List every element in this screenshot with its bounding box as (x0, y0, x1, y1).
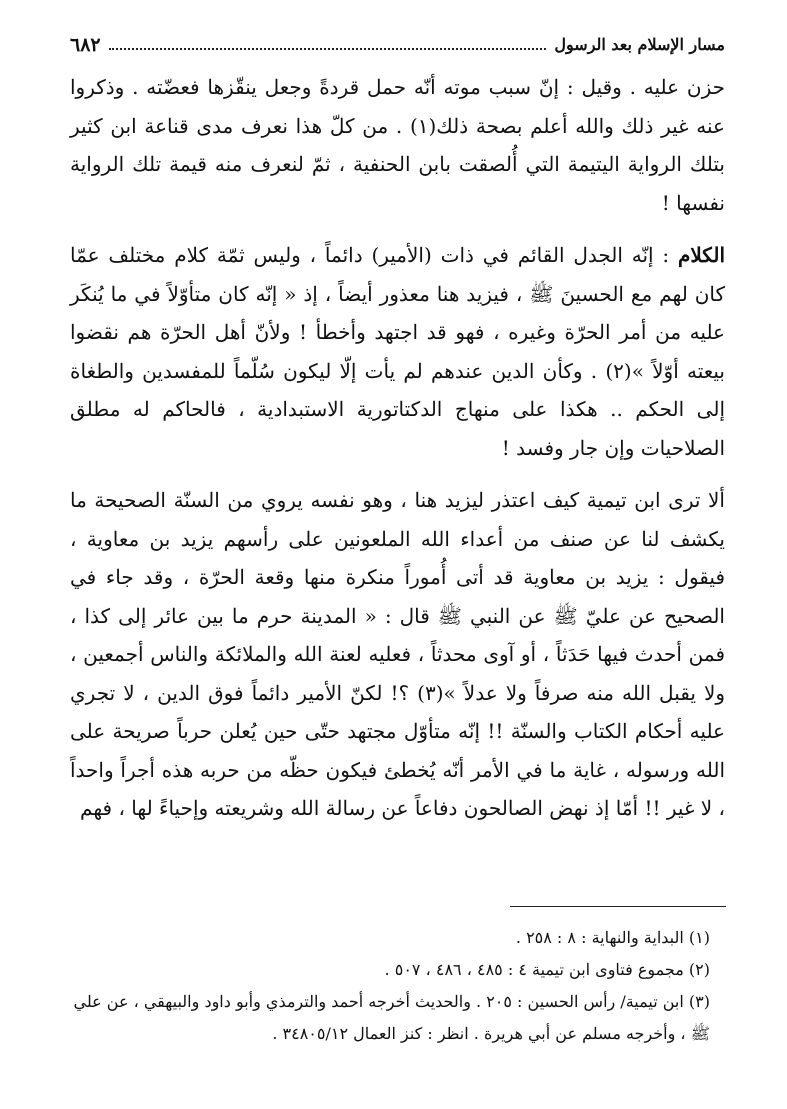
page-header (70, 30, 725, 56)
paragraph-text: ألا ترى ابن تيمية كيف اعتذر ليزيد هنا ، وهو نفسه يروي من السنّة الصحيحة ما يكشف لنا عن صنف من أعداء الله الملعونين على رأسهم يزيد بن معاوية ، فيقول : يزيد بن معاوية قد أتى أُموراً منكرة منها وقعة الحرّة ، وقد جاء في الصحيح عن عليّ ﷺ عن النبي ﷺ قال : « المدينة حرم ما بين عائر إلى كذا ، فمن أحدث فيها حَدَثاً ، أو آوى محدثاً ، فعليه لعنة الله والملائكة والناس أجمعين ، ولا يقبل الله منه صرفاً ولا عدلاً »(٣) ؟! لكنّ الأمير دائماً فوق الدين ، لا تجري عليه أحكام الكتاب والسنّة !! إنّه متأوّل مجتهد حتّى حين يُعلن حرباً صريحة على الله ورسوله ، غاية ما في الأمر أنّه يُخطئ فيكون حظّه من حربه هذه أجراً واحداً ، لا غير !! أمّا إذ نهض الصالحون دفاعاً عن رسالة الله وشريعته وإحياءً لها ، فهم (70, 488, 726, 820)
running-title: مسار الإسلام بعد الرسول (554, 35, 725, 54)
main-text (70, 68, 725, 828)
paragraph-text: حزن عليه . وقيل : إنّ سبب موته أنّه حمل قردةً وجعل ينقّزها فعضّته . وذكروا عنه غير ذلك والله أعلم بصحة ذلك(١) . من كلّ هذا نعرف مدى قناعة ابن كثير بتلك الرواية اليتيمة التي أُلصقت بابن الحنفية ، ثمّ لنعرف منه قيمة تلك الرواية نفسها ! (70, 75, 725, 215)
paragraph (70, 68, 725, 222)
paragraph-text: : إنّه الجدل القائم في ذات (الأمير) دائماً ، وليس ثمّة كلام مختلف عمّا كان لهم مع الحسينَ ﷺ ، فيزيد هنا معذور أيضاً ، إذ « إنّه كان متأوّلاً في ما يُنكَر عليه من أمر الحرّة وغيره ، فهو قد اجتهد وأخطأ ! ولأنّ أهل الحرّة هم نقضوا بيعته أوّلاً »(٢) . وكأن الدين عندهم لم يأت إلّا ليكون سُلّماً للمفسدين والطغاة إلى الحكم .. هكذا على منهاج الدكتاتورية الاستبدادية ، فالحاكم له مطلق الصلاحيات وإن جار وفسد ! (70, 243, 725, 460)
footnotes (70, 922, 710, 1050)
paragraph (70, 236, 725, 467)
footnote-separator (510, 906, 726, 907)
footnote-3: (٣) ابن تيمية/ رأس الحسين : ٢٠٥ . والحديث أخرجه أحمد والترمذي وأبو داود والبيهقي ، عن علي ﷺ ، وأخرجه مسلم عن أبي هريرة . انظر : كنز العمال ٣٤٨٠٥/١٢ . (73, 992, 710, 1043)
footnote-1: (١) البداية والنهاية : ٨ : ٢٥٨ . (515, 928, 710, 947)
paragraph-lead-word: الكلام (677, 243, 725, 267)
page-number: ٦٨٢ (70, 34, 101, 56)
paragraph (70, 481, 725, 828)
header-dotted-leader (109, 48, 547, 50)
footnote-2: (٢) مجموع فتاوى ابن تيمية ٤ : ٤٨٥ ، ٤٨٦ ، ٥٠٧ . (384, 960, 710, 979)
